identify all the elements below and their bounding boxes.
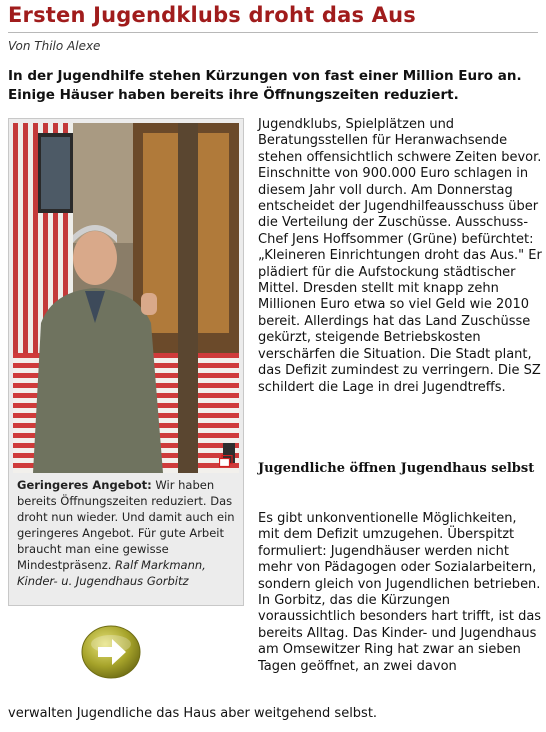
body-paragraph-2: Es gibt unkonventionelle Möglichkeiten, mit dem Defizit umzugehen. Überspitzt formuliert: Jugendhäuser werden nicht mehr von Pädagogen oder Sozialarbeitern, sondern gleich von Jugendlichen betrieben. In Gorbitz, das die Kürzungen voraussichtlich besonders hart trifft, ist das bereits Alltag. Das Kinder- und Jugendhaus am Omsewitzer Ring hat zwar an sieben Tagen geöffnet, an zwei davon xyxy=(258,511,542,674)
next-arrow-icon xyxy=(80,624,142,680)
body-paragraph-2-end: verwalten Jugendliche das Haus aber weitgehend selbst. xyxy=(8,706,378,721)
author-line: Von Thilo Alexe xyxy=(8,39,101,53)
caption-text: Wir haben bereits Öffnungszeiten reduziert. Das droht nun wieder. Und damit auch ein geringeres Angebot. Für gute Arbeit braucht man eine gewisse Mindestpräsenz. xyxy=(17,478,235,572)
caption-label: Geringeres Angebot: xyxy=(17,478,152,492)
article-lead: In der Jugendhilfe stehen Kürzungen von fast einer Million Euro an. Einige Häuser haben bereits ihre Öffnungszeiten reduziert. xyxy=(8,68,522,103)
photo-caption xyxy=(17,477,239,589)
enlarge-photo-icon[interactable] xyxy=(219,455,233,467)
title-divider xyxy=(8,32,538,33)
article-title: Ersten Jugendklubs droht das Aus xyxy=(8,3,416,27)
article-body-column xyxy=(258,117,542,396)
body-paragraph-1: Jugendklubs, Spielplätzen und Beratungsstellen für Heranwachsende stehen offensichtlich schwere Zeiten bevor. Einschnitte von 900.000 Euro schlagen in diesem Jahr voll durch. Am Donnerstag entscheidet der Jugendhilfeausschuss über die Verteilung der Zuschüsse. Ausschuss-Chef Jens Hoffsommer (Grüne) befürchtet: „Kleineren Einrichtungen droht das Aus." Er plädiert für die Aufstockung städtischer Mittel. Dresden stellt mit knapp zehn Millionen Euro etwa so viel Geld wie 2010 bereit. Allerdings hat das Land Zuschüsse gekürzt, steigende Betriebskosten verschärfen die Situation. Die Stadt plant, das Defizit zumindest zu verringern. Die SZ schildert die Lage in drei Jugendtreffs. xyxy=(258,117,542,395)
article-body-column-2 xyxy=(258,511,542,675)
article-photo[interactable] xyxy=(13,123,239,473)
next-page-button[interactable] xyxy=(80,624,142,680)
article-subheading: Jugendliche öffnen Jugendhaus selbst xyxy=(258,461,535,476)
photo-illustration xyxy=(13,123,239,473)
photo-figure xyxy=(8,118,244,606)
caption-credit: Ralf Markmann, Kinder- u. Jugendhaus Gorbitz xyxy=(17,558,206,588)
